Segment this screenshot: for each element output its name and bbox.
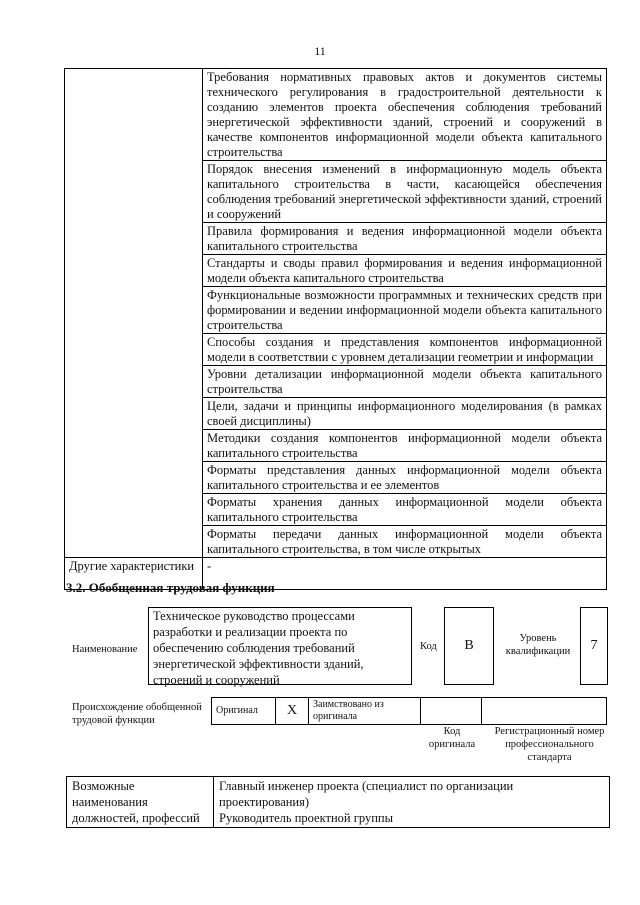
requirement-row [65, 69, 607, 161]
requirement-text: Уровни детализации информационной модели объекта капитального строительства [203, 366, 607, 398]
origin-label: Происхождение обобщенной трудовой функции [72, 702, 202, 726]
other-characteristics-label: Другие характеристики [65, 558, 203, 590]
code-original-label: Код оригинала [428, 726, 476, 750]
code-original-cell [421, 698, 482, 725]
reg-number-cell [482, 698, 607, 725]
job-titles-label: Возможные наименования должностей, профессий [67, 777, 214, 828]
level-box [580, 607, 608, 685]
name-label: Наименование [72, 644, 138, 655]
requirement-text: Методики создания компонентов информационной модели объекта капитального строительства [203, 430, 607, 462]
original-label: Оригинал [212, 698, 276, 725]
requirements-table [64, 68, 607, 590]
requirement-text: Правила формирования и ведения информационной модели объекта капитального строительства [203, 223, 607, 255]
job-title-1: Главный инженер проекта (специалист по организации проектирования) [219, 779, 514, 809]
requirement-text: Форматы передачи данных информационной модели объекта капитального строительства, в том числе открытых [203, 526, 607, 558]
original-mark: X [276, 698, 309, 725]
page-number: 11 [314, 44, 326, 58]
origin-table [211, 697, 607, 725]
requirement-text: Требования нормативных правовых актов и документов системы технического регулирования в градостроительной деятельности к созданию элементов проекта обеспечения соблюдения требований энергетической эффективности зданий, строений и сооружений в качестве компонентов информационной модели объекта капитального строительства [203, 69, 607, 161]
reg-number-label: Регистрационный номер профессионального стандарта [494, 726, 605, 763]
requirement-text: Способы создания и представления компонентов информационной модели в соответствии с уровнем детализации геометрии и информации [203, 334, 607, 366]
function-name-value: Техническое руководство процессами разработки и реализации проекта по обеспечению соблюдения требований энергетической эффективности зданий, строений и сооружений [153, 609, 364, 687]
function-name-box [148, 607, 412, 685]
requirement-text: Цели, задачи и принципы информационного моделирования (в рамках своей дисциплины) [203, 398, 607, 430]
code-value: B [464, 638, 474, 653]
other-characteristics-value: - [203, 558, 607, 590]
job-titles-values [214, 777, 610, 828]
code-label: Код [420, 641, 437, 652]
level-value: 7 [590, 638, 598, 653]
code-box [444, 607, 494, 685]
requirement-text: Функциональные возможности программных и технических средств при формировании и ведении информационной модели объекта капитального строительства [203, 287, 607, 334]
requirement-text: Порядок внесения изменений в информационную модель объекта капитального строительства в части, касающейся обеспечения соблюдения требований энергетической эффективности зданий, строений и сооружений [203, 161, 607, 223]
level-label: Уровень квалификации [505, 633, 571, 657]
requirement-text: Стандарты и своды правил формирования и ведения информационной модели объекта капитального строительства [203, 255, 607, 287]
borrowed-label: Заимствовано из оригинала [309, 698, 421, 725]
section-title: 3.2. Обобщенная трудовая функция [66, 580, 275, 595]
job-title-2: Руководитель проектной группы [219, 811, 393, 825]
requirement-text: Форматы представления данных информационной модели объекта капитального строительства и ее элементов [203, 462, 607, 494]
job-titles-table [66, 776, 610, 828]
requirement-text: Форматы хранения данных информационной модели объекта капитального строительства [203, 494, 607, 526]
requirements-left-cell [65, 69, 203, 558]
